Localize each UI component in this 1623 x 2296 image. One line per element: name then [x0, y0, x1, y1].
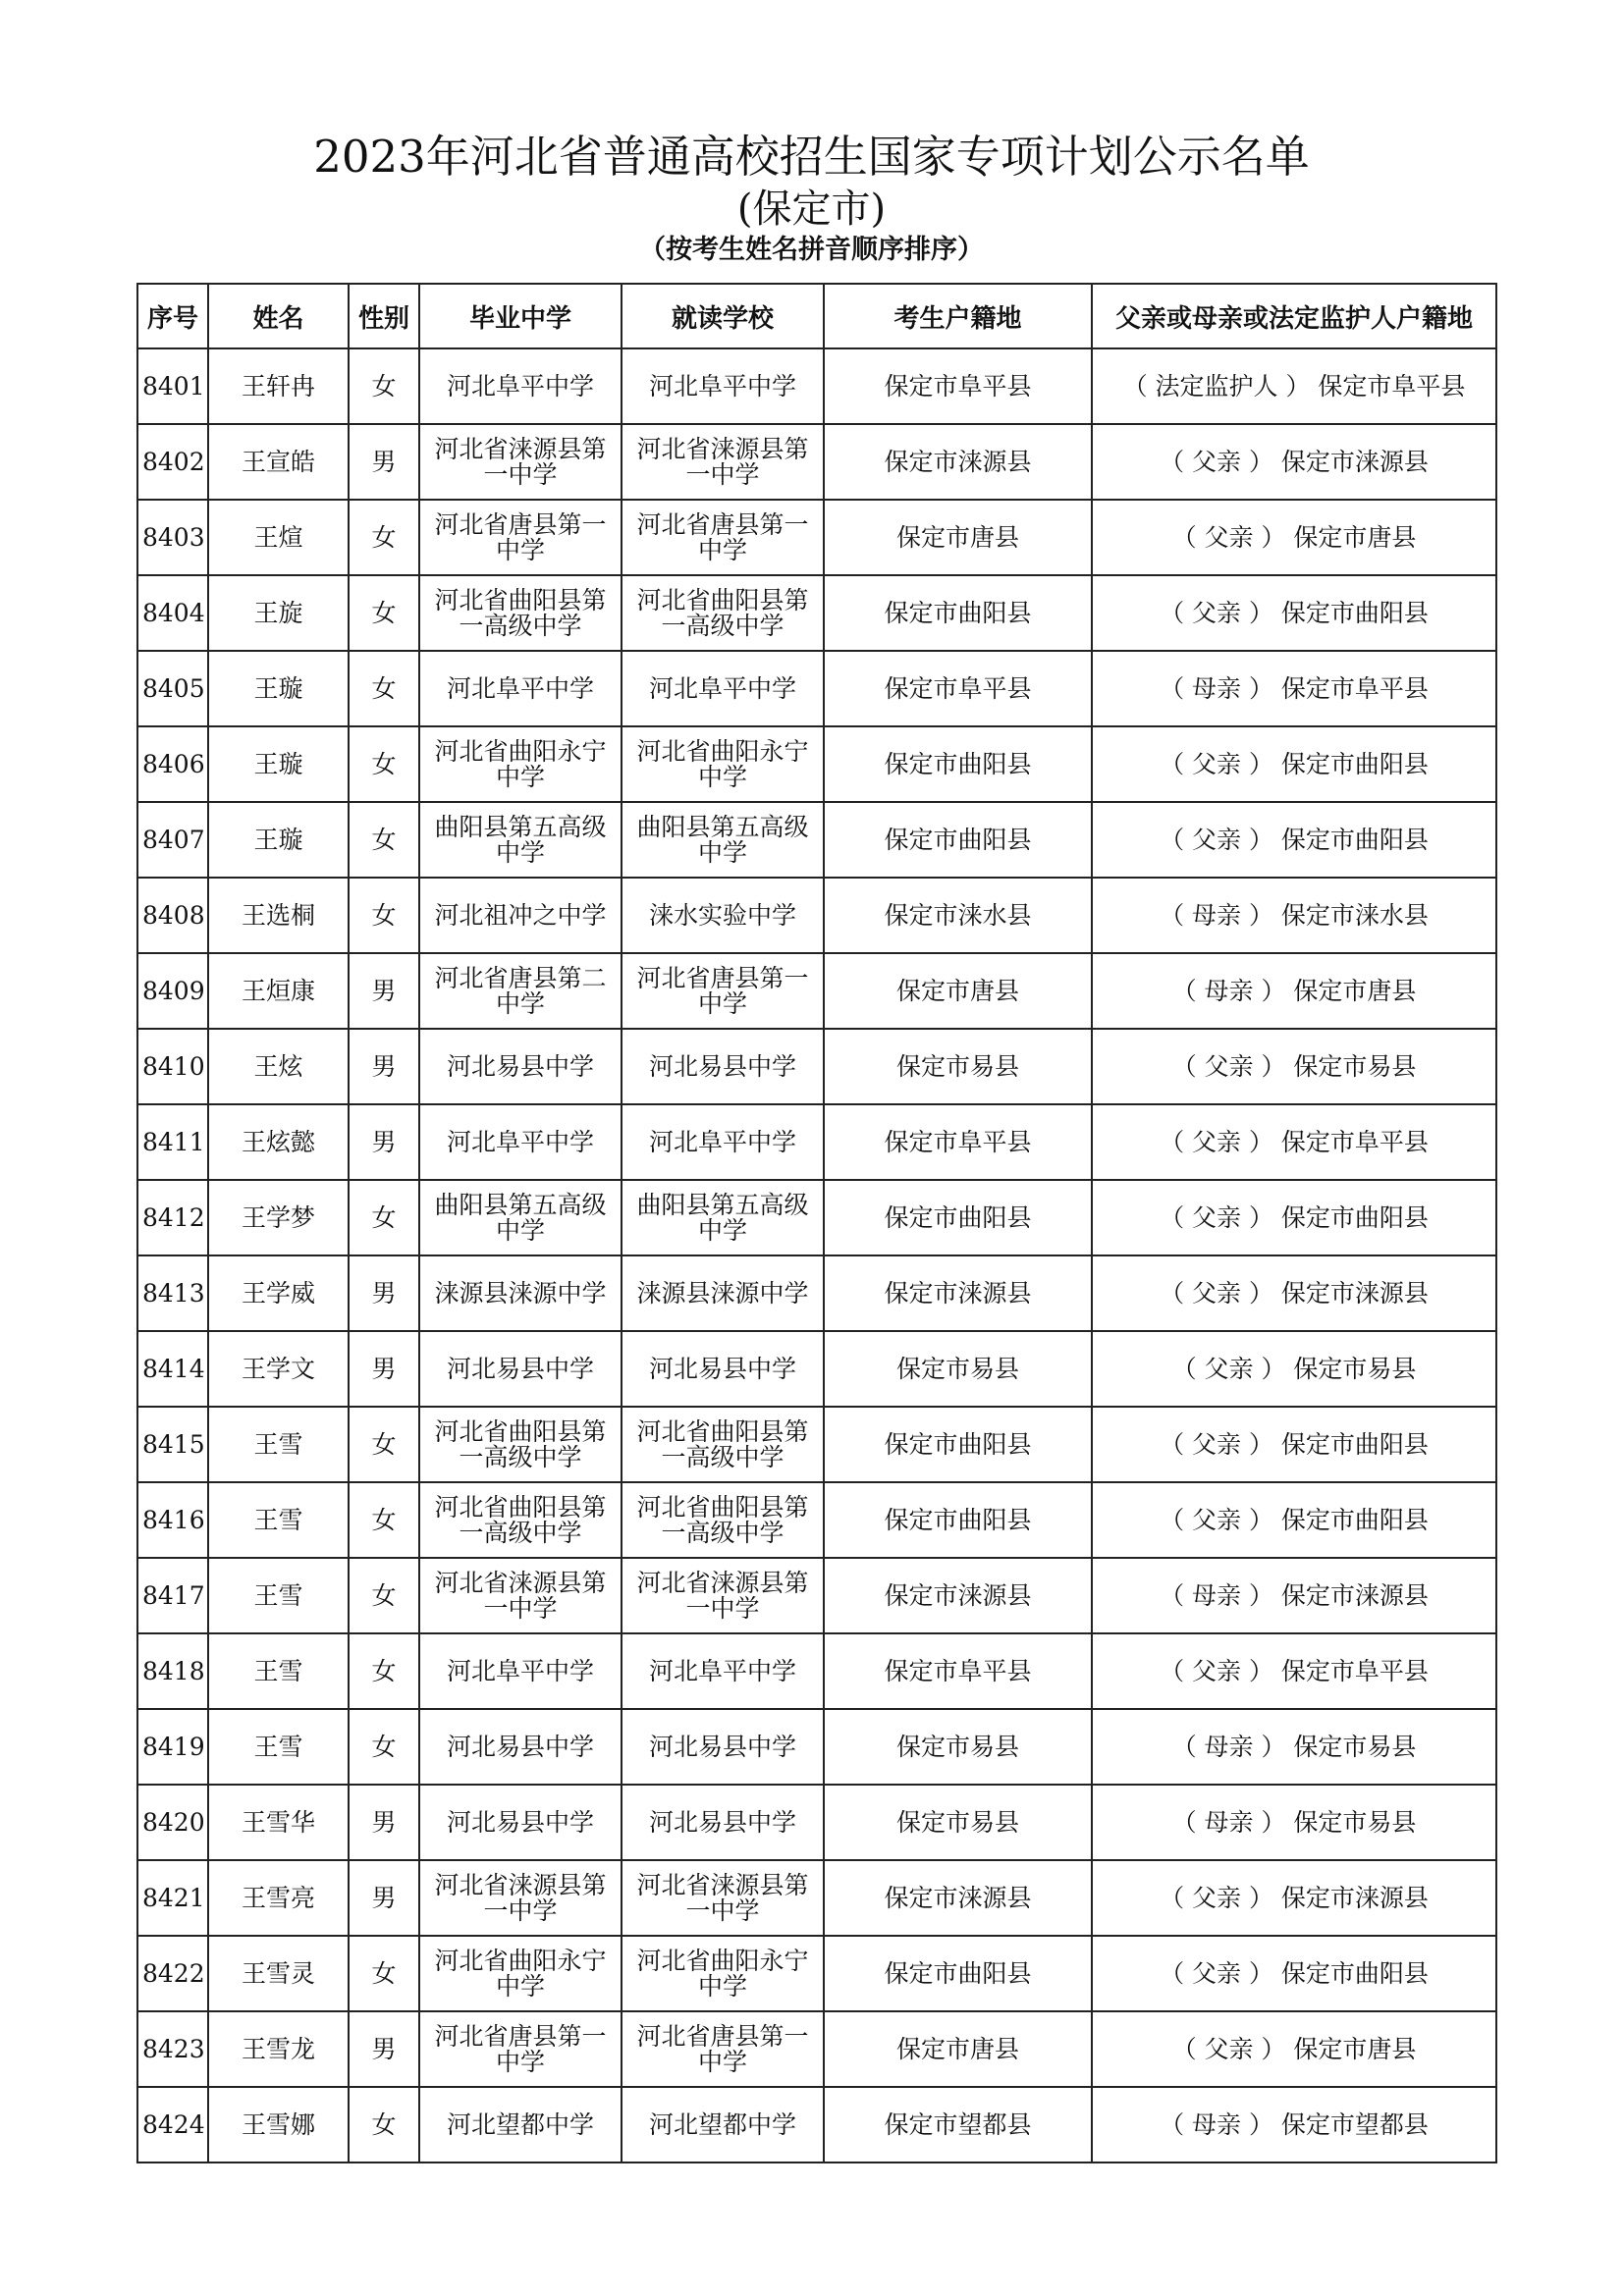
student-hukou: 保定市曲阳县 [824, 802, 1092, 878]
student-name: 王雪亮 [208, 1860, 349, 1936]
table-row [137, 1407, 1496, 1482]
row-number: 8423 [137, 2011, 208, 2087]
table-row [137, 2087, 1496, 2163]
student-hukou: 保定市曲阳县 [824, 1180, 1092, 1255]
student-hukou: 保定市曲阳县 [824, 1407, 1092, 1482]
student-hukou: 保定市易县 [824, 1029, 1092, 1104]
table-row [137, 1785, 1496, 1860]
table-row [137, 348, 1496, 424]
gender: 女 [349, 726, 419, 802]
student-name: 王雪龙 [208, 2011, 349, 2087]
graduation-school: 河北易县中学 [419, 1709, 622, 1785]
student-name: 王雪 [208, 1558, 349, 1633]
current-school: 河北省涞源县第一中学 [622, 1860, 824, 1936]
student-name: 王雪 [208, 1407, 349, 1482]
current-school: 河北省曲阳永宁中学 [622, 726, 824, 802]
gender: 女 [349, 2087, 419, 2163]
table-row [137, 1255, 1496, 1331]
student-name: 王选桐 [208, 878, 349, 953]
current-school: 河北阜平中学 [622, 651, 824, 726]
current-school: 河北望都中学 [622, 2087, 824, 2163]
student-hukou: 保定市易县 [824, 1785, 1092, 1860]
guardian-hukou: （ 母亲 ） 保定市涞水县 [1092, 878, 1496, 953]
guardian-hukou: （ 母亲 ） 保定市涞源县 [1092, 1558, 1496, 1633]
row-number: 8412 [137, 1180, 208, 1255]
guardian-hukou: （ 父亲 ） 保定市唐县 [1092, 2011, 1496, 2087]
guardian-hukou: （ 父亲 ） 保定市阜平县 [1092, 1633, 1496, 1709]
guardian-hukou: （ 母亲 ） 保定市唐县 [1092, 953, 1496, 1029]
gender: 女 [349, 878, 419, 953]
row-number: 8404 [137, 575, 208, 651]
row-number: 8418 [137, 1633, 208, 1709]
gender: 女 [349, 1180, 419, 1255]
gender: 男 [349, 1785, 419, 1860]
student-hukou: 保定市望都县 [824, 2087, 1092, 2163]
page-subtitle: (保定市) [736, 187, 887, 232]
row-number: 8411 [137, 1104, 208, 1180]
guardian-hukou: （ 父亲 ） 保定市曲阳县 [1092, 1936, 1496, 2011]
graduation-school: 河北省涞源县第一中学 [419, 424, 622, 500]
current-school: 涞水实验中学 [622, 878, 824, 953]
row-number: 8402 [137, 424, 208, 500]
table-row [137, 2011, 1496, 2087]
gender: 女 [349, 802, 419, 878]
table-row [137, 424, 1496, 500]
gender: 男 [349, 424, 419, 500]
row-number: 8421 [137, 1860, 208, 1936]
gender: 男 [349, 1029, 419, 1104]
gender: 男 [349, 2011, 419, 2087]
student-name: 王煊 [208, 500, 349, 575]
row-number: 8424 [137, 2087, 208, 2163]
current-school: 涞源县涞源中学 [622, 1255, 824, 1331]
table-row [137, 1633, 1496, 1709]
guardian-hukou: （ 父亲 ） 保定市阜平县 [1092, 1104, 1496, 1180]
graduation-school: 河北易县中学 [419, 1331, 622, 1407]
row-number: 8419 [137, 1709, 208, 1785]
graduation-school: 河北易县中学 [419, 1785, 622, 1860]
graduation-school: 曲阳县第五高级中学 [419, 1180, 622, 1255]
guardian-hukou: （ 父亲 ） 保定市涞源县 [1092, 1860, 1496, 1936]
graduation-school: 曲阳县第五高级中学 [419, 802, 622, 878]
student-name: 王璇 [208, 726, 349, 802]
current-school: 河北易县中学 [622, 1029, 824, 1104]
gender: 女 [349, 348, 419, 424]
student-hukou: 保定市涞水县 [824, 878, 1092, 953]
guardian-hukou: （ 母亲 ） 保定市阜平县 [1092, 651, 1496, 726]
gender: 女 [349, 1482, 419, 1558]
student-hukou: 保定市涞源县 [824, 1860, 1092, 1936]
row-number: 8407 [137, 802, 208, 878]
guardian-hukou: （ 父亲 ） 保定市涞源县 [1092, 424, 1496, 500]
header-guardian-hukou: 父亲或母亲或法定监护人户籍地 [1092, 284, 1496, 348]
row-number: 8414 [137, 1331, 208, 1407]
student-hukou: 保定市阜平县 [824, 651, 1092, 726]
student-hukou: 保定市阜平县 [824, 1633, 1092, 1709]
student-name: 王雪华 [208, 1785, 349, 1860]
table-row [137, 953, 1496, 1029]
gender: 男 [349, 1104, 419, 1180]
student-hukou: 保定市唐县 [824, 500, 1092, 575]
student-name: 王璇 [208, 651, 349, 726]
student-name: 王雪娜 [208, 2087, 349, 2163]
guardian-hukou: （ 父亲 ） 保定市曲阳县 [1092, 575, 1496, 651]
row-number: 8415 [137, 1407, 208, 1482]
header-gender: 性别 [349, 284, 419, 348]
table-row [137, 1558, 1496, 1633]
student-name: 王炫懿 [208, 1104, 349, 1180]
guardian-hukou: （ 父亲 ） 保定市涞源县 [1092, 1255, 1496, 1331]
student-name: 王学梦 [208, 1180, 349, 1255]
current-school: 河北易县中学 [622, 1785, 824, 1860]
gender: 女 [349, 575, 419, 651]
student-hukou: 保定市曲阳县 [824, 1936, 1092, 2011]
row-number: 8420 [137, 1785, 208, 1860]
current-school: 河北省曲阳县第一高级中学 [622, 575, 824, 651]
row-number: 8409 [137, 953, 208, 1029]
current-school: 河北阜平中学 [622, 348, 824, 424]
row-number: 8403 [137, 500, 208, 575]
current-school: 曲阳县第五高级中学 [622, 1180, 824, 1255]
gender: 女 [349, 1936, 419, 2011]
student-hukou: 保定市曲阳县 [824, 726, 1092, 802]
table-row [137, 1482, 1496, 1558]
guardian-hukou: （ 父亲 ） 保定市唐县 [1092, 500, 1496, 575]
student-hukou: 保定市涞源县 [824, 1255, 1092, 1331]
table-row [137, 1709, 1496, 1785]
table-body [137, 348, 1496, 2163]
gender: 男 [349, 953, 419, 1029]
header-no: 序号 [137, 284, 208, 348]
table-row [137, 1180, 1496, 1255]
graduation-school: 河北省涞源县第一中学 [419, 1558, 622, 1633]
student-hukou: 保定市涞源县 [824, 424, 1092, 500]
current-school: 河北省曲阳县第一高级中学 [622, 1407, 824, 1482]
row-number: 8406 [137, 726, 208, 802]
student-hukou: 保定市唐县 [824, 2011, 1092, 2087]
graduation-school: 河北阜平中学 [419, 1633, 622, 1709]
student-name: 王学文 [208, 1331, 349, 1407]
graduation-school: 河北省曲阳县第一高级中学 [419, 1482, 622, 1558]
table-row [137, 1936, 1496, 2011]
header-student-hukou: 考生户籍地 [824, 284, 1092, 348]
graduation-school: 河北阜平中学 [419, 651, 622, 726]
row-number: 8416 [137, 1482, 208, 1558]
current-school: 河北省涞源县第一中学 [622, 1558, 824, 1633]
gender: 男 [349, 1331, 419, 1407]
current-school: 河北省涞源县第一中学 [622, 424, 824, 500]
page-title: 2023年河北省普通高校招生国家专项计划公示名单 [313, 131, 1310, 183]
current-school: 河北省唐县第一中学 [622, 953, 824, 1029]
graduation-school: 河北省涞源县第一中学 [419, 1860, 622, 1936]
header-name: 姓名 [208, 284, 349, 348]
table-row [137, 651, 1496, 726]
graduation-school: 河北祖冲之中学 [419, 878, 622, 953]
gender: 男 [349, 1860, 419, 1936]
guardian-hukou: （ 父亲 ） 保定市曲阳县 [1092, 1482, 1496, 1558]
student-name: 王烜康 [208, 953, 349, 1029]
current-school: 河北易县中学 [622, 1331, 824, 1407]
student-name: 王璇 [208, 802, 349, 878]
roster-table [136, 283, 1497, 2163]
table-row [137, 1860, 1496, 1936]
gender: 女 [349, 1633, 419, 1709]
guardian-hukou: （ 法定监护人 ） 保定市阜平县 [1092, 348, 1496, 424]
table-row [137, 878, 1496, 953]
student-name: 王雪 [208, 1633, 349, 1709]
guardian-hukou: （ 母亲 ） 保定市望都县 [1092, 2087, 1496, 2163]
row-number: 8422 [137, 1936, 208, 2011]
table-row [137, 1331, 1496, 1407]
gender: 女 [349, 1709, 419, 1785]
student-hukou: 保定市易县 [824, 1331, 1092, 1407]
header-current-school: 就读学校 [622, 284, 824, 348]
guardian-hukou: （ 父亲 ） 保定市曲阳县 [1092, 1180, 1496, 1255]
guardian-hukou: （ 母亲 ） 保定市易县 [1092, 1709, 1496, 1785]
student-name: 王学威 [208, 1255, 349, 1331]
student-hukou: 保定市曲阳县 [824, 1482, 1092, 1558]
table-row [137, 802, 1496, 878]
header-graduation-school: 毕业中学 [419, 284, 622, 348]
guardian-hukou: （ 父亲 ） 保定市易县 [1092, 1331, 1496, 1407]
graduation-school: 河北省曲阳县第一高级中学 [419, 1407, 622, 1482]
graduation-school: 河北易县中学 [419, 1029, 622, 1104]
current-school: 河北易县中学 [622, 1709, 824, 1785]
gender: 女 [349, 1407, 419, 1482]
guardian-hukou: （ 父亲 ） 保定市曲阳县 [1092, 802, 1496, 878]
student-hukou: 保定市阜平县 [824, 348, 1092, 424]
student-name: 王旋 [208, 575, 349, 651]
current-school: 曲阳县第五高级中学 [622, 802, 824, 878]
graduation-school: 河北省曲阳永宁中学 [419, 1936, 622, 2011]
graduation-school: 河北省曲阳县第一高级中学 [419, 575, 622, 651]
student-name: 王宣皓 [208, 424, 349, 500]
student-hukou: 保定市阜平县 [824, 1104, 1092, 1180]
graduation-school: 河北望都中学 [419, 2087, 622, 2163]
table-row [137, 1029, 1496, 1104]
row-number: 8408 [137, 878, 208, 953]
gender: 女 [349, 651, 419, 726]
gender: 女 [349, 1558, 419, 1633]
graduation-school: 河北阜平中学 [419, 348, 622, 424]
row-number: 8413 [137, 1255, 208, 1331]
current-school: 河北阜平中学 [622, 1104, 824, 1180]
row-number: 8401 [137, 348, 208, 424]
guardian-hukou: （ 父亲 ） 保定市曲阳县 [1092, 1407, 1496, 1482]
current-school: 河北省唐县第一中学 [622, 500, 824, 575]
student-hukou: 保定市涞源县 [824, 1558, 1092, 1633]
current-school: 河北阜平中学 [622, 1633, 824, 1709]
student-hukou: 保定市易县 [824, 1709, 1092, 1785]
student-name: 王雪灵 [208, 1936, 349, 2011]
current-school: 河北省曲阳永宁中学 [622, 1936, 824, 2011]
student-hukou: 保定市曲阳县 [824, 575, 1092, 651]
student-name: 王轩冉 [208, 348, 349, 424]
row-number: 8410 [137, 1029, 208, 1104]
student-name: 王炫 [208, 1029, 349, 1104]
graduation-school: 河北省唐县第一中学 [419, 500, 622, 575]
current-school: 河北省曲阳县第一高级中学 [622, 1482, 824, 1558]
table-row [137, 726, 1496, 802]
graduation-school: 涞源县涞源中学 [419, 1255, 622, 1331]
student-name: 王雪 [208, 1709, 349, 1785]
current-school: 河北省唐县第一中学 [622, 2011, 824, 2087]
row-number: 8417 [137, 1558, 208, 1633]
table-row [137, 1104, 1496, 1180]
student-name: 王雪 [208, 1482, 349, 1558]
row-number: 8405 [137, 651, 208, 726]
guardian-hukou: （ 母亲 ） 保定市易县 [1092, 1785, 1496, 1860]
table-row [137, 575, 1496, 651]
table-header-row [137, 284, 1496, 348]
sort-note: （按考生姓名拼音顺序排序） [639, 235, 984, 265]
gender: 男 [349, 1255, 419, 1331]
guardian-hukou: （ 父亲 ） 保定市曲阳县 [1092, 726, 1496, 802]
graduation-school: 河北省唐县第一中学 [419, 2011, 622, 2087]
table-row [137, 500, 1496, 575]
graduation-school: 河北省唐县第二中学 [419, 953, 622, 1029]
graduation-school: 河北阜平中学 [419, 1104, 622, 1180]
student-hukou: 保定市唐县 [824, 953, 1092, 1029]
graduation-school: 河北省曲阳永宁中学 [419, 726, 622, 802]
gender: 女 [349, 500, 419, 575]
guardian-hukou: （ 父亲 ） 保定市易县 [1092, 1029, 1496, 1104]
